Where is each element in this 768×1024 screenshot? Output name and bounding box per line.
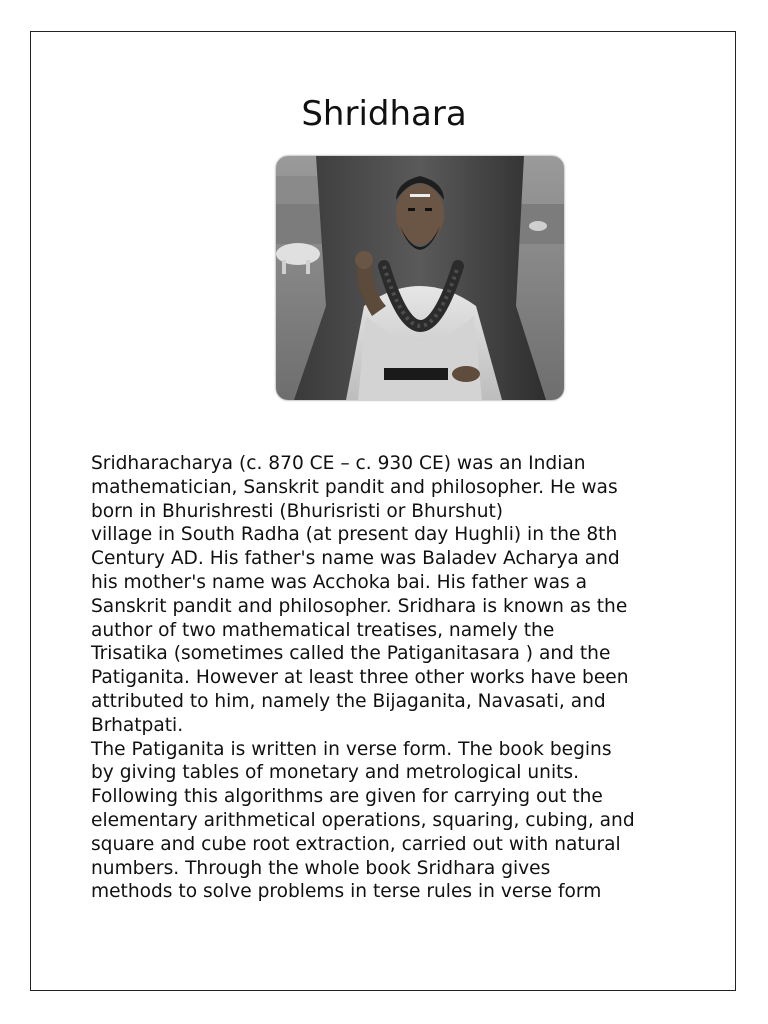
text-line: born in Bhurishresti (Bhurisristi or Bhurshut) — [91, 500, 504, 522]
text-line: Following this algorithms are given for carrying out the — [91, 786, 603, 808]
text-line: Century AD. His father's name was Baladev Acharya and — [91, 548, 620, 570]
text-line: by giving tables of monetary and metrological units. — [91, 762, 580, 784]
text-line: mathematician, Sanskrit pandit and philosopher. He was — [91, 476, 618, 498]
text-line: Sanskrit pandit and philosopher. Sridhara is known as the — [91, 595, 628, 617]
text-line: methods to solve problems in terse rules in verse form — [91, 881, 602, 903]
page-title: Shridhara — [301, 94, 467, 134]
text-line: elementary arithmetical operations, squaring, cubing, and — [91, 809, 635, 831]
text-line: square and cube root extraction, carried out with natural — [91, 833, 621, 855]
text-line: Patiganita. However at least three other works have been — [91, 667, 629, 689]
text-line: numbers. Through the whole book Sridhara gives — [91, 857, 551, 879]
text-line: his mother's name was Acchoka bai. His father was a — [91, 571, 588, 593]
text-line: Brhatpati. — [91, 714, 184, 736]
paragraph-patiganita — [91, 738, 691, 905]
article-body — [91, 452, 691, 904]
text-line: attributed to him, namely the Bijaganita, Navasati, and — [91, 690, 606, 712]
text-line: village in South Radha (at present day Hughli) in the 8th — [91, 524, 618, 546]
paragraph-biography — [91, 452, 691, 738]
text-line: author of two mathematical treatises, namely the — [91, 619, 555, 641]
text-line: Sridharacharya (c. 870 CE – c. 930 CE) was an Indian — [91, 453, 586, 474]
portrait-image — [276, 156, 564, 400]
text-line: The Patiganita is written in verse form. The book begins — [91, 738, 612, 760]
portrait-illustration — [276, 156, 564, 400]
text-line: Trisatika (sometimes called the Patiganitasara ) and the — [91, 643, 611, 665]
